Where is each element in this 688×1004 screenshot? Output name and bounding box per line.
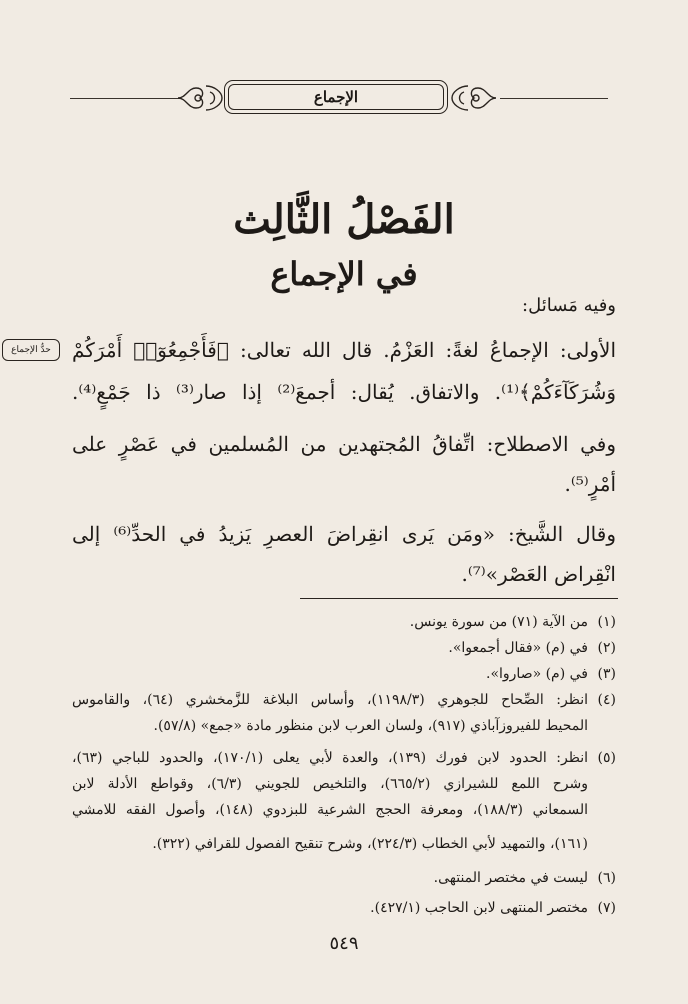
footnote (370, 896, 616, 920)
footnote-number: (٧) (597, 900, 616, 916)
footnote-continuation: السمعاني (١٨٨/٣)، ومعرفة الحجج الشرعية للبزدوي (١٤٨)، وأصول الفقه للامشي (72, 802, 588, 818)
page-number: ٥٤٩ (329, 933, 359, 954)
footnote-number: (٤) (597, 692, 617, 708)
footnote-text: انظر: الصِّحاح للجوهري (١١٩٨/٣)، وأساس البلاغة للزَّمخشري (٦٤)، والقاموس (72, 692, 589, 708)
footnote-continuation: (١٦١)، والتمهيد لأبي الخطاب (٢٢٤/٣)، وشرح تنقيح الفصول للقرافي (٣٢٢). (152, 836, 588, 852)
body-line: الأولى: الإجماعُ لغةً: العَزْمُ. قال الله تعالى: ﴿فَأَجْمِعُوٓا۟ أَمْرَكُمْ (72, 338, 616, 362)
footnote-text: في (م) «فقال أجمعوا». (448, 640, 588, 656)
body-line: وقال الشَّيخ: «ومَن يَرى انقِراضَ العصرِ يَزيدُ في الحدِّ⁽⁶⁾ إلى (72, 522, 616, 546)
footnote (72, 688, 616, 712)
footnote-text: من الآية (٧١) من سورة يونس. (409, 614, 588, 630)
header-ornament-left (176, 82, 226, 114)
footnote (486, 662, 616, 686)
footnote (448, 636, 616, 660)
body-line: وفي الاصطلاح: اتِّفاقُ المُجتهدين من المُسلمين في عَصْرٍ على (72, 432, 616, 456)
header-rule-right (500, 98, 608, 99)
footnote (410, 610, 616, 634)
footnote-number: (١) (597, 614, 616, 630)
footnote-separator (300, 598, 618, 599)
footnote-text: مختصر المنتهى لابن الحاجب (٤٢٧/١). (370, 900, 588, 916)
footnote-text: انظر: الحدود لابن فورك (١٣٩)، والعدة لأبي يعلى (١٧٠/١)، والحدود للباجي (٦٣)، (72, 750, 588, 766)
footnote-continuation: وشرح اللمع للشيرازي (٦٦٥/٢)، والتلخيص للجويني (٦/٣)، وقواطع الأدلة لابن (72, 776, 588, 792)
chapter-subtitle: في الإجماع (270, 255, 418, 293)
header-rule-left (70, 98, 180, 99)
footnote-number: (٦) (597, 870, 616, 886)
body-line: وفيه مَسائل: (522, 295, 616, 316)
footnote-text: في (م) «صاروا». (486, 666, 588, 682)
footnote-number: (٣) (597, 666, 616, 682)
footnote-text: ليست في مختصر المنتهى. (433, 870, 588, 886)
margin-note: حدُّ الإجماع (2, 339, 60, 361)
header-ornament-right (448, 82, 498, 114)
footnote-number: (٢) (597, 640, 616, 656)
body-line: وَشُرَكَآءَكُمْ﴾⁽¹⁾. والاتفاق. يُقال: أجمعَ⁽²⁾ إذا صار⁽³⁾ ذا جَمْعٍ⁽⁴⁾. (72, 380, 617, 404)
footnote (434, 866, 616, 890)
body-line: انْقِراض العَصْر»⁽⁷⁾. (461, 562, 616, 586)
chapter-title: الفَصْلُ الثَّالِث (233, 196, 455, 243)
footnote (72, 746, 616, 770)
body-line: أمْرٍ⁽⁵⁾. (564, 472, 616, 496)
running-header-title: الإجماع (313, 88, 359, 106)
footnote-number: (٥) (597, 750, 616, 766)
footnote-continuation: المحيط للفيروزآباذي (٩١٧)، ولسان العرب لابن منظور مادة «جمع» (٥٧/٨). (153, 718, 588, 734)
